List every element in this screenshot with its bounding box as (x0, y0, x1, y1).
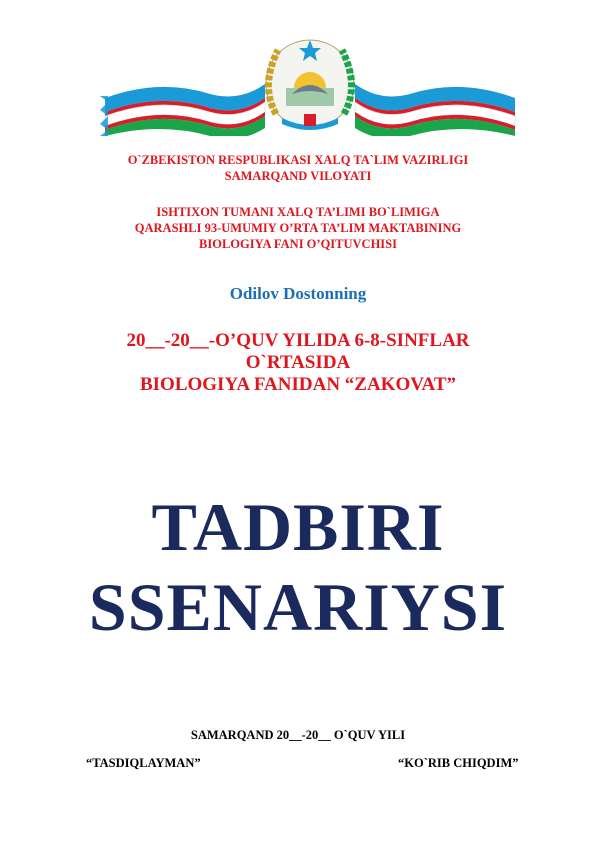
approved-label: “TASDIQLAYMAN” (86, 756, 201, 770)
left-flag-ribbon (100, 84, 265, 136)
school-line: QARASHLI 93-UMUMIY O’RTA TA’LIM MAKTABINING (134, 221, 462, 235)
place-year: SAMARQAND 20__-20__ O`QUV YILI (190, 728, 406, 742)
subject-line-2: O`RTASIDA (245, 352, 351, 373)
subject-line-1: 20__-20__-O’QUV YILIDA 6-8-SINFLAR (126, 330, 470, 351)
subject-line-3: BIOLOGIYA FANIDAN “ZAKOVAT” (139, 374, 457, 395)
title-line-1: TADBIRI (151, 489, 445, 565)
school-header (0, 204, 596, 252)
author-name: Odilov Dostonning (229, 284, 367, 303)
uzbekistan-state-emblem-icon (100, 36, 520, 136)
district-line: ISHTIXON TUMANI XALQ TA’LIMI BO`LIMIGA (156, 205, 440, 219)
teacher-line: BIOLOGIYA FANI O’QITUVCHISI (199, 237, 397, 251)
reviewed-label: “KO`RIB CHIQDIM” (398, 756, 519, 770)
right-flag-ribbon (355, 84, 515, 136)
event-subject (0, 330, 596, 396)
emblem-center (266, 40, 354, 130)
region-line: SAMARQAND VILOYATI (224, 169, 372, 183)
state-emblem-banner (100, 36, 520, 136)
title-line-2: SSENARIYSI (88, 569, 508, 645)
ministry-header (0, 152, 596, 184)
ministry-line: O`ZBEKISTON RESPUBLIKASI XALQ TA`LIM VAZIRLIGI (127, 153, 469, 167)
